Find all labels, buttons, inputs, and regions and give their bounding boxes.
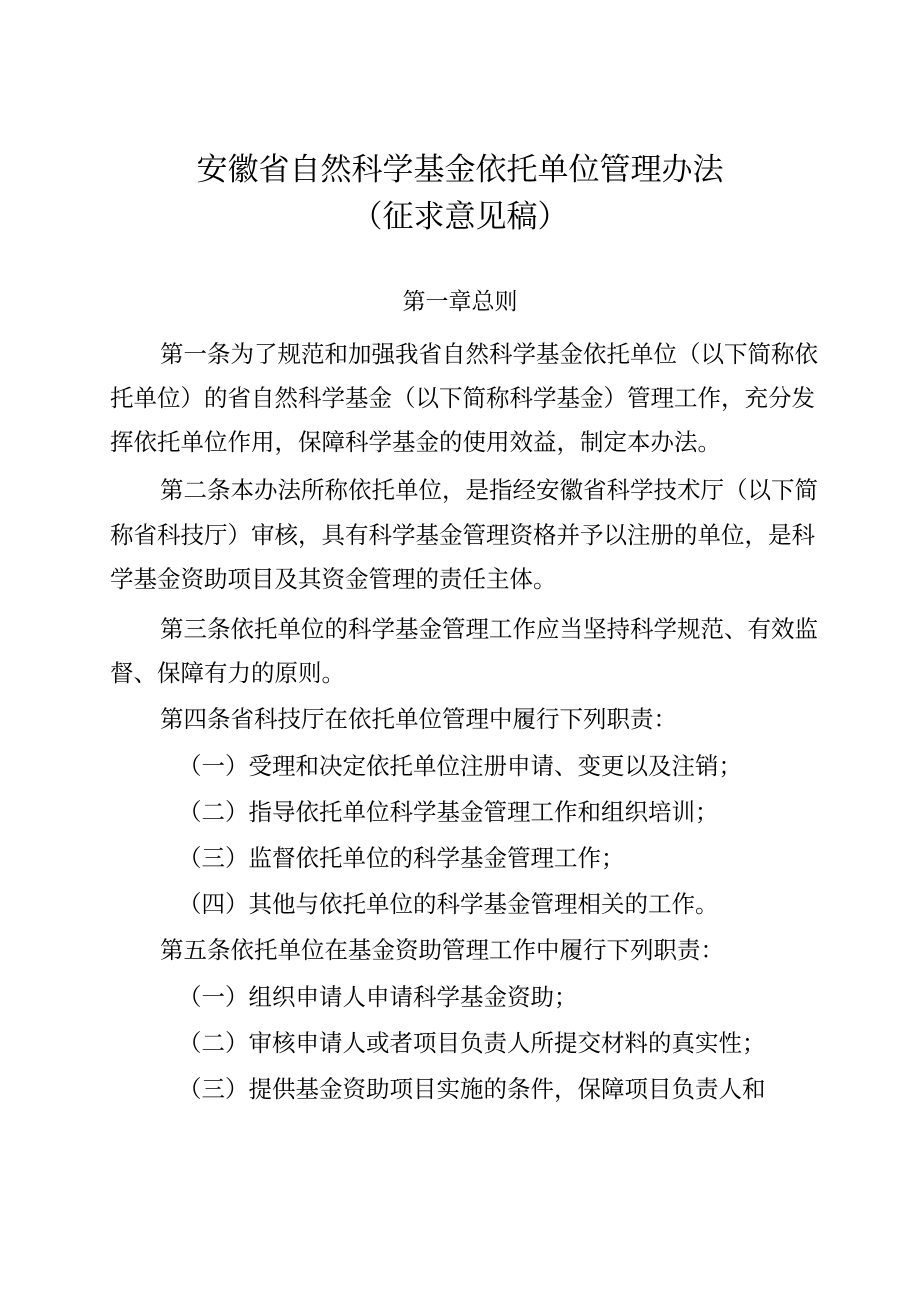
article-1-line-3: 挥依托单位作用，保障科学基金的使用效益，制定本办法。 <box>110 428 721 456</box>
document-subtitle: （征求意见稿） <box>351 199 569 235</box>
article-5-item-1: （一）组织申请人申请科学基金资助； <box>178 983 578 1011</box>
article-1-line-2: 托单位）的省自然科学基金（以下简称科学基金）管理工作，充分发 <box>110 384 815 412</box>
article-3-line-2: 督、保障有力的原则。 <box>110 659 345 687</box>
article-2-line-3: 学基金资助项目及其资金管理的责任主体。 <box>110 565 557 593</box>
article-5-item-3: （三）提供基金资助项目实施的条件，保障项目负责人和 <box>178 1075 766 1103</box>
article-1-line-1: 第一条为了规范和加强我省自然科学基金依托单位（以下简称依 <box>160 340 818 368</box>
article-2-line-2: 称省科技厅）审核，具有科学基金管理资格并予以注册的单位，是科 <box>110 521 815 549</box>
article-4-item-1: （一）受理和决定依托单位注册申请、变更以及注销； <box>178 752 742 780</box>
article-4-item-3: （三）监督依托单位的科学基金管理工作； <box>178 844 625 872</box>
article-3-line-1: 第三条依托单位的科学基金管理工作应当坚持科学规范、有效监 <box>160 615 818 643</box>
article-2-line-1: 第二条本办法所称依托单位，是指经安徽省科学技术厅（以下简 <box>160 476 818 504</box>
document-title: 安徽省自然科学基金依托单位管理办法 <box>196 152 724 188</box>
article-4-item-4: （四）其他与依托单位的科学基金管理相关的工作。 <box>178 890 719 918</box>
article-5-item-2: （二）审核申请人或者项目负责人所提交材料的真实性； <box>178 1029 766 1057</box>
chapter-heading: 第一章总则 <box>402 289 518 315</box>
article-4-heading: 第四条省科技厅在依托单位管理中履行下列职责： <box>160 705 677 733</box>
article-5-heading: 第五条依托单位在基金资助管理工作中履行下列职责： <box>160 936 724 964</box>
article-4-item-2: （二）指导依托单位科学基金管理工作和组织培训； <box>178 798 719 826</box>
